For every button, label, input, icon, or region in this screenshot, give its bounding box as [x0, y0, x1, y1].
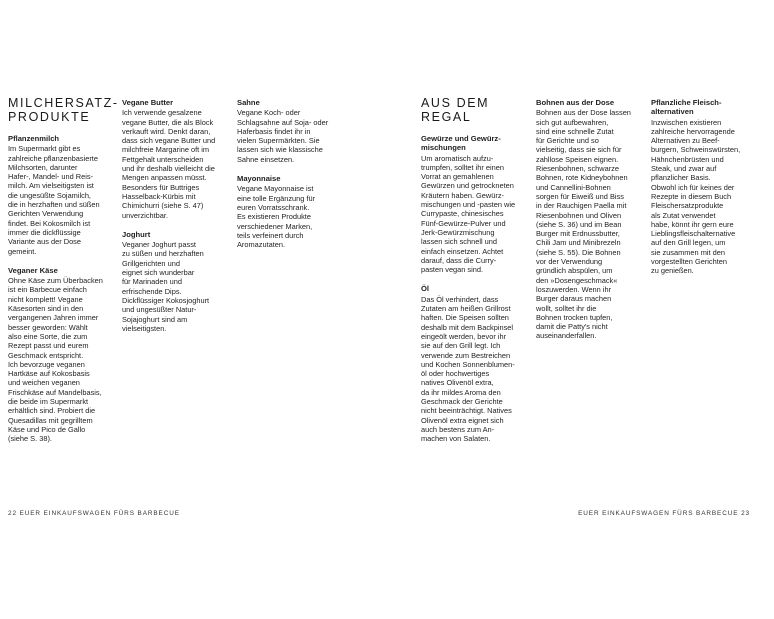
heading-gewuerze: Gewürze und Gewürz- mischungen	[421, 134, 501, 153]
page-footer-left: 22 EUER EINKAUFSWAGEN FÜRS BARBECUE	[8, 510, 180, 517]
text-joghurt: Veganer Joghurt passt zu süßen und herzhaften Grillgerichten und eignet sich wunderbar für Marinaden und erfrischende Dips. Dickflüssiger Kokosjoghurt und ungesüßter Natur- Sojajoghurt sind am vielseitigsten.	[122, 240, 210, 333]
heading-fleischalternativen: Pflanzliche Fleisch- alternativen	[651, 98, 722, 117]
column-aus-dem-regal	[421, 96, 529, 444]
heading-pflanzenmilch: Pflanzenmilch	[8, 134, 60, 143]
heading-bohnen: Bohnen aus der Dose	[536, 98, 615, 107]
heading-oel: Öl	[421, 284, 430, 294]
text-pflanzenmilch: Im Supermarkt gibt es zahlreiche pflanzenbasierte Milchsorten, darunter Hafer-, Mandel- und Reis- milch. Am vielseitigsten ist die ungesüßte Sojamilch, die in herzhaften und süßen Gerichten Verwendung findet. Bei Kokosmilch ist immer die dickflüssige Variante aus der Dose gemeint.	[8, 144, 100, 256]
section-title-aus-dem-regal: AUS DEM REGAL	[421, 96, 490, 124]
text-gewuerze: Um aromatisch aufzu- trumpfen, solltet ihr einen Vorrat an gemahlenen Gewürzen und getrockneten Kräutern haben. Gewürz- mischungen und -pasten wie Currypaste, chinesisches Fünf-Gewürze-Pulver und Jerk-Gewürzmischung lassen sich schnell und einfach einsetzen. Achtet darauf, dass die Curry- pasten vegan sind.	[421, 153, 516, 275]
heading-veganer-kaese: Veganer Käse	[8, 265, 58, 275]
heading-mayonnaise: Mayonnaise	[237, 174, 281, 184]
column-bohnen	[536, 98, 642, 341]
heading-vegane-butter: Vegane Butter	[122, 98, 174, 107]
text-vegane-butter: Ich verwende gesalzene vegane Butter, die als Block verkauft wird. Denkt daran, dass sich vegane Butter und milchfreie Margarine oft im Fettgehalt unterscheiden und ihr deshalb vielleicht die Mengen anpassen müsst. Besonders für Buttriges Hasselback-Kürbis mit Chimichurri (siehe S. 47) unverzichtbar.	[122, 108, 216, 220]
column-sahne-mayonnaise	[237, 98, 343, 249]
column-fleischalternativen	[651, 98, 757, 276]
column-milchersatz	[8, 96, 119, 444]
text-sahne: Vegane Koch- oder Schlagsahne auf Soja- oder Haferbasis findet ihr in vielen Supermärkten. Sie lassen sich wie klassische Sahne einsetzen.	[237, 108, 329, 164]
page-footer-right: EUER EINKAUFSWAGEN FÜRS BARBECUE 23	[578, 510, 750, 517]
text-bohnen: Bohnen aus der Dose lassen sich gut aufbewahren, sind eine schnelle Zutat für Gerichte und so vielseitig, dass sie sich für zahllose Speisen eignen. Riesenbohnen, schwarze Bohnen, rote Kidneybohnen und Cannellini-Bohnen sorgen für Eiweiß und Biss in der Rauchigen Paella mit Riesenbohnen und Oliven (siehe S. 36) und im Bean Burger mit Erdnussbutter, Chili Jam und Minibrezeln (siehe S. 55). Die Bohnen vor der Verwendung gründlich abspülen, um den »Dosengeschmack« loszuwerden. Wenn ihr Burger daraus machen wollt, solltet ihr die Bohnen trocken tupfen, damit die Patty's nicht auseinanderfallen.	[536, 108, 631, 341]
text-oel: Das Öl verhindert, dass Zutaten am heißen Grillrost haften. Die Speisen sollten deshalb mit dem Backpinsel eingeölt werden, bevor ihr sie auf den Grill legt. Ich verwende zum Bestreichen und Kochen Sonnenblumen- öl oder hochwertiges natives Olivenöl extra, da ihr mildes Aroma den Geschmack der Gerichte nicht beeinträchtigt. Natives Olivenöl extra eignet sich auch bestens zum An- machen von Salaten.	[421, 294, 515, 444]
heading-sahne: Sahne	[237, 98, 260, 107]
text-mayonnaise: Vegane Mayonnaise ist eine tolle Ergänzung für euren Vorratsschrank. Es existieren Produkte verschiedener Marken, teils verfeinert durch Aromazutaten.	[237, 184, 316, 250]
column-butter-joghurt	[122, 98, 228, 333]
text-fleischalternativen: Inzwischen existieren zahlreiche hervorragende Alternativen zu Beef- burgern, Schweinswürsten, Hähnchenbrüsten und Steak, und zwar auf pflanzlicher Basis. Obwohl ich für keines der Rezepte in diesem Buch Fleischersatzprodukte als Zutat verwendet habe, könnt ihr gern eure Lieblingsfleischalternative auf den Grill legen, um sie zusammen mit den vorgestellten Gerichten zu genießen.	[651, 117, 741, 276]
heading-joghurt: Joghurt	[122, 229, 151, 239]
text-veganer-kaese: Ohne Käse zum Überbacken ist ein Barbecue einfach nicht komplett! Vegane Käsesorten sind in den vergangenen Jahren immer besser geworden: Wählt also eine Sorte, die zum Rezept passt und eurem Geschmack entspricht. Ich bevorzuge veganen Hartkäse auf Kokosbasis und weichen veganen Frischkäse auf Mandelbasis, die beide im Supermarkt erhältlich sind. Probiert die Quesadillas mit gegrilltem Käse und Pico de Gallo (siehe S. 38).	[8, 276, 103, 444]
section-title-milchersatz: MILCHERSATZ- PRODUKTE	[8, 96, 119, 124]
